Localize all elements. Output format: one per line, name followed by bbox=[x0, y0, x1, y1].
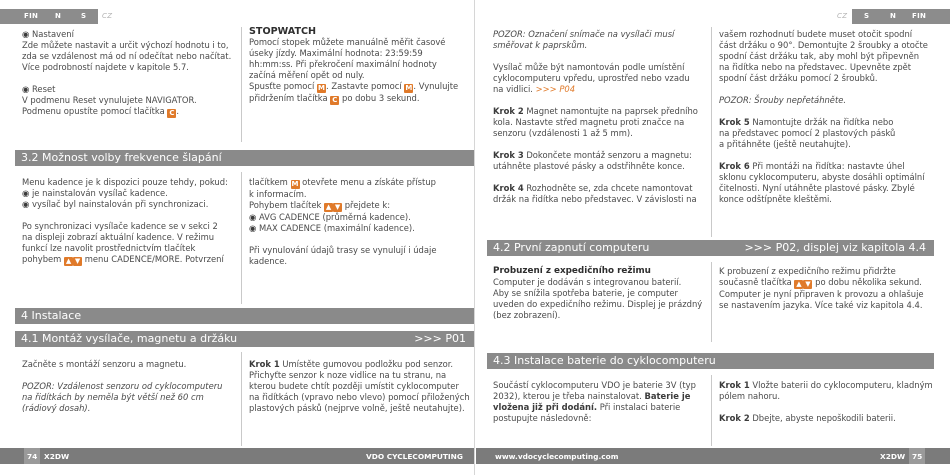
text-fragment: Umístěte gumovou podložku pod senzor. bbox=[282, 359, 454, 369]
text-line: pólem nahoru. bbox=[719, 391, 781, 401]
text-fragment: Dbejte, abyste nepoškodili baterii. bbox=[752, 413, 896, 423]
text-line: K probuzení z expedičního režimu přidržte bbox=[719, 266, 896, 276]
lang-fin-right: FIN bbox=[912, 12, 927, 20]
bullet-icon: ◉ bbox=[249, 212, 257, 222]
col1-top bbox=[22, 29, 231, 118]
step-label: Krok 2 bbox=[719, 413, 750, 423]
figure-reference: >>> P04 bbox=[535, 84, 576, 94]
col3-top bbox=[493, 29, 698, 205]
text-fragment: přejdete k: bbox=[344, 200, 391, 210]
column-divider-3b bbox=[711, 262, 712, 342]
text-fragment: Při montáži na řidítka: nastavte úhel bbox=[752, 161, 905, 171]
step-label: Krok 1 bbox=[249, 359, 280, 369]
text-line: utáhněte plastové pásky a odstřihněte konce. bbox=[493, 161, 685, 171]
text-line: Pomocí stopek můžete manuálně měřit časové bbox=[249, 37, 446, 47]
text-fragment: Spusťte pomocí bbox=[249, 81, 315, 91]
bold-fragment: vložena již při dodání. bbox=[493, 402, 598, 412]
up-key-icon: ▲ bbox=[65, 257, 72, 265]
text-line: sklonu cyklocomputeru, abyste dosáhli optimální bbox=[719, 172, 925, 182]
text-line: Začněte s montáží senzoru a magnetu. bbox=[22, 359, 187, 369]
bullet-icon: ◉ bbox=[22, 199, 30, 209]
col2-mid bbox=[249, 177, 436, 267]
text-fragment: . Zastavte pomocí bbox=[326, 81, 402, 91]
list-item: je nainstalován vysílač kadence. bbox=[31, 188, 168, 198]
website-url: www.vdocyclecomputing.com bbox=[495, 452, 619, 461]
up-key-icon: ▲ bbox=[796, 280, 802, 288]
text-fragment: otevřete menu a získáte přístup bbox=[302, 177, 436, 187]
section-header-4-3 bbox=[487, 353, 934, 369]
text-fragment: tlačítkem bbox=[249, 177, 288, 187]
section-title: 3.2 Možnost volby frekvence šlapání bbox=[21, 151, 222, 164]
text-line: čitelnosti. Nyní utáhněte plastové pásky. Zbylé bbox=[719, 183, 915, 193]
warning-line: POZOR: Označení snímače na vysílači musí bbox=[493, 29, 675, 39]
text-fragment: Magnet namontujte na paprsek předního bbox=[526, 106, 698, 116]
c-key-icon: C bbox=[332, 96, 338, 104]
bullet-icon: ◉ bbox=[22, 188, 30, 198]
section-title: 4.3 Instalace baterie do cyklocomputeru bbox=[493, 354, 716, 367]
down-key-icon: ▼ bbox=[74, 257, 81, 265]
m-key-icon: M bbox=[291, 180, 299, 188]
text-line: úseky jízdy. Maximální hodnota: 23:59:59 bbox=[249, 48, 423, 58]
text-line: Více podrobností najdete v kapitole 5.7. bbox=[22, 62, 189, 72]
section-header-3-2 bbox=[15, 150, 474, 166]
step-label: Krok 5 bbox=[719, 117, 750, 127]
c-key-icon: C bbox=[169, 109, 175, 117]
section-title: 4 Instalace bbox=[21, 309, 82, 322]
text-line: Podmenu opustíte pomocí tlačítka bbox=[22, 106, 165, 116]
warning-line: na řidítkách by neměla být větší než 60 cm bbox=[22, 392, 204, 402]
text-line: Computer je nyní připraven k provozu a ohlašuje bbox=[719, 289, 924, 299]
text-fragment: pohybem bbox=[22, 254, 62, 264]
lang-s-right: S bbox=[864, 12, 870, 20]
col3-bot bbox=[493, 380, 696, 424]
text-line: Součástí cyklocomputeru VDO je baterie 3V (typ bbox=[493, 380, 696, 390]
column-divider-1c bbox=[241, 352, 242, 446]
list-item: MAX CADENCE (maximální kadence). bbox=[258, 223, 415, 233]
text-line: kadence. bbox=[249, 256, 288, 266]
text-fragment: 2032), kterou je třeba nainstalovat. bbox=[493, 391, 642, 401]
step-label: Krok 2 bbox=[493, 106, 524, 116]
warning-line: (rádiový dosah). bbox=[22, 403, 91, 413]
period: . bbox=[176, 106, 180, 116]
step-label: Krok 6 bbox=[719, 161, 750, 171]
column-divider-3 bbox=[711, 27, 712, 237]
col2-top bbox=[249, 26, 458, 105]
down-key-icon: ▼ bbox=[805, 280, 811, 288]
section-title: 4.2 První zapnutí computeru bbox=[493, 241, 650, 254]
page-number-left: 74 bbox=[27, 452, 38, 461]
bullet-icon: ◉ bbox=[22, 29, 30, 39]
text-line: kola. Nastavte střed magnetu proti značce na bbox=[493, 117, 685, 127]
col4-mid bbox=[719, 266, 924, 311]
text-line: část držáku o 90°. Demontujte 2 šroubky a otočte bbox=[719, 40, 928, 50]
column-divider-1 bbox=[241, 27, 242, 142]
text-fragment: po dobu několika sekund. bbox=[815, 277, 922, 287]
text-line: začíná měření opět od nuly. bbox=[249, 70, 365, 80]
up-key-icon: ▲ bbox=[325, 203, 332, 211]
model-name-left: X2DW bbox=[44, 452, 70, 461]
bullet-icon: ◉ bbox=[249, 223, 257, 233]
text-line: uveden do expedičního režimu. Displej je prázdný bbox=[493, 299, 703, 309]
brand-name: VDO CYCLECOMPUTING bbox=[366, 452, 463, 461]
text-line: zda se vzdálenost má od ní odečítat nebo načítat. bbox=[22, 51, 232, 61]
bullet-icon: ◉ bbox=[22, 84, 30, 94]
lang-fin-left: FIN bbox=[24, 12, 39, 20]
lang-n-right: N bbox=[890, 12, 897, 20]
text-line: Aby se snížila spotřeba baterie, je computer bbox=[493, 288, 678, 298]
settings-item: Nastavení bbox=[31, 29, 74, 39]
step-label: Krok 3 bbox=[493, 150, 524, 160]
warning-line: POZOR: Šrouby nepřetáhněte. bbox=[719, 95, 847, 105]
text-line: kterou budete chtít později umístit cyklocomputer bbox=[249, 381, 459, 391]
text-line: na řidítkách (vpravo nebo vlevo) pomocí přiložených bbox=[249, 392, 470, 402]
text-line: (bez zobrazení). bbox=[493, 310, 561, 320]
m-key-icon: M bbox=[318, 84, 325, 92]
section-header-4 bbox=[15, 308, 474, 324]
section-reference: >>> P02, displej viz kapitola 4.4 bbox=[744, 241, 926, 254]
step-label: Krok 1 bbox=[719, 380, 750, 390]
col1-mid bbox=[22, 177, 228, 266]
section-title: 4.1 Montáž vysílače, magnetu a držáku bbox=[21, 332, 238, 345]
text-line: spodní část držáku tak, aby mohl být připevněn bbox=[719, 51, 920, 61]
text-line: na představec pomocí 2 plastových pásků bbox=[719, 128, 896, 138]
text-line: Po synchronizaci vysílače kadence se v sekci 2 bbox=[22, 221, 218, 231]
text-line: spodní část držáku pomocí 2 šroubků. bbox=[719, 73, 878, 83]
text-line: na displeji zobrazí aktuální kadence. V režimu bbox=[22, 232, 215, 242]
col1-bot bbox=[22, 359, 223, 414]
text-line: k informacím. bbox=[249, 189, 307, 199]
col4-top bbox=[719, 29, 928, 205]
section-reference: >>> P01 bbox=[414, 332, 466, 345]
col4-bot bbox=[719, 380, 933, 424]
warning-line: směřovat k paprskům. bbox=[493, 40, 588, 50]
text-line: vašem rozhodnutí budete muset otočit spodní bbox=[719, 29, 913, 39]
lang-n-left: N bbox=[55, 12, 62, 20]
text-line: konce odštípněte kleštěmi. bbox=[719, 194, 832, 204]
text-fragment: přidržením tlačítka bbox=[249, 93, 328, 103]
down-key-icon: ▼ bbox=[334, 203, 341, 211]
text-fragment: Pohybem tlačítek bbox=[249, 200, 322, 210]
text-line: Zde můžete nastavit a určit výchozí hodnotu i to, bbox=[22, 40, 229, 50]
text-line: postupujte následovně: bbox=[493, 413, 592, 423]
section-header-4-2 bbox=[487, 240, 934, 256]
page-center-divider bbox=[474, 0, 475, 475]
text-fragment: Dokončete montáž senzoru a magnetu: bbox=[526, 150, 692, 160]
text-line: hh:mm:ss. Při překročení maximální hodnoty bbox=[249, 59, 437, 69]
list-item: AVG CADENCE (průměrná kadence). bbox=[258, 212, 411, 222]
section-header-4-1 bbox=[15, 331, 474, 347]
lang-cz-right: CZ bbox=[837, 12, 848, 20]
text-line: a přitáhněte (ještě neutahujte). bbox=[719, 139, 851, 149]
bold-fragment: Baterie je bbox=[644, 391, 691, 401]
subheading: Probuzení z expedičního režimu bbox=[493, 266, 651, 276]
text-line: na řidítka nebo na představec. Upevněte zpět bbox=[719, 62, 912, 72]
text-fragment: Při instalaci baterie bbox=[599, 402, 681, 412]
m-key-icon: M bbox=[405, 84, 413, 92]
col2-bot bbox=[249, 359, 470, 414]
text-fragment: Namontujte držák na řidítka nebo bbox=[752, 117, 894, 127]
text-fragment: po dobu 3 sekund. bbox=[342, 93, 420, 103]
text-line: plastových pásků (nejprve volně, ještě neutahujte). bbox=[249, 403, 465, 413]
text-line: Při vynulování údajů trasy se vynulují i údaje bbox=[249, 245, 437, 255]
text-fragment: současně tlačítka bbox=[719, 277, 792, 287]
text-line: cyklocomputeru vpředu, uprostřed nebo vzadu bbox=[493, 73, 690, 83]
text-fragment: Vložte baterii do cyklocomputeru, kladným bbox=[752, 380, 933, 390]
text-line: Přichyťte senzor k noze vidlice na tu stranu, na bbox=[249, 370, 447, 380]
lang-cz-left: CZ bbox=[102, 12, 113, 20]
col3-mid bbox=[493, 266, 702, 321]
text-line: držák na řidítka nebo představec. V závislosti na bbox=[493, 194, 697, 204]
text-fragment: Rozhodněte se, zda chcete namontovat bbox=[526, 183, 693, 193]
text-line: Computer je dodáván s integrovanou baterií. bbox=[493, 277, 682, 287]
warning-line: POZOR: Vzdálenost senzoru od cyklocomputeru bbox=[22, 381, 223, 391]
text-line: V podmenu Reset vynulujete NAVIGATOR. bbox=[22, 95, 197, 105]
text-fragment: menu CADENCE/MORE. Potvrzení bbox=[84, 254, 224, 264]
text-line: funkcí lze navolit prostřednictvím tlačítek bbox=[22, 243, 196, 253]
model-name-right: X2DW bbox=[880, 452, 906, 461]
lang-s-left: S bbox=[81, 12, 87, 20]
text-line: Vysílač může být namontován podle umístění bbox=[493, 62, 685, 72]
reset-item: Reset bbox=[31, 84, 56, 94]
text-line: Menu kadence je k dispozici pouze tehdy, pokud: bbox=[22, 177, 228, 187]
text-line: se nastavením jazyka. Více také viz kapitola 4.4. bbox=[719, 300, 923, 310]
column-divider-3c bbox=[711, 375, 712, 446]
text-fragment: . Vynulujte bbox=[413, 81, 459, 91]
step-label: Krok 4 bbox=[493, 183, 524, 193]
text-fragment: na vidlici. bbox=[493, 84, 533, 94]
stopwatch-title: STOPWATCH bbox=[249, 26, 317, 37]
text-line: senzoru (vzdálenosti 1 až 5 mm). bbox=[493, 128, 633, 138]
column-divider-1b bbox=[241, 172, 242, 304]
list-item: vysílač byl nainstalován při synchronizaci. bbox=[31, 199, 209, 209]
page-number-right: 75 bbox=[912, 452, 923, 461]
